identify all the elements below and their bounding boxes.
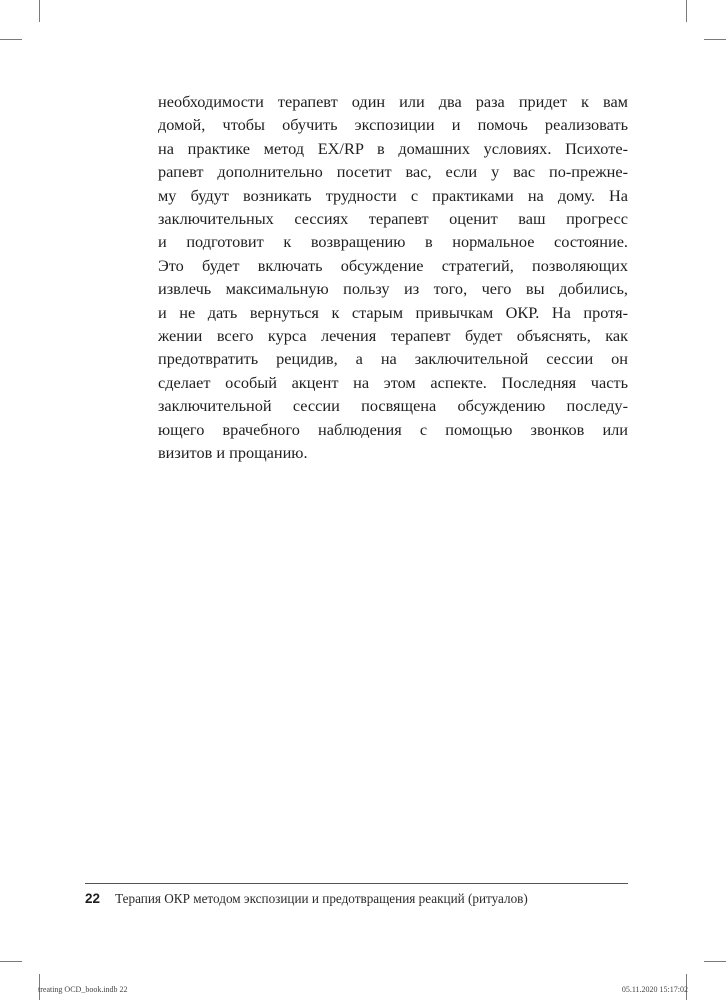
footer-rule [85,883,628,884]
text-line: на практике метод EX/RP в домашних условиях. Психоте- [158,138,628,158]
text-line: заключительной сессии посвящена обсуждению последу- [158,396,628,416]
crop-mark-left-upper [0,39,22,40]
text-line: необходимости терапевт один или два раза придет к вам [158,92,628,111]
text-line: и не дать вернуться к старым привычкам ОКР. На протя- [158,302,628,322]
text-line: визитов и прощанию. [158,443,308,463]
text-line: сделает особый акцент на этом аспекте. Последняя часть [158,372,628,392]
crop-mark-top-right [686,0,687,22]
crop-mark-top-left [39,0,40,22]
text-line: жении всего курса лечения терапевт будет объяснять, как [158,326,628,346]
text-line: извлечь максимальную пользу из того, чего вы добились, [158,279,628,299]
crop-mark-right-lower [704,961,726,962]
print-slug-file: treating OCD_book.indb 22 [38,985,128,994]
page-footer [85,888,645,907]
text-line: рапевт дополнительно посетит вас, если у вас по-прежне- [158,162,628,182]
text-line: и подготовит к возвращению в нормальное состояние. [158,232,628,252]
text-line: предотвратить рецидив, а на заключительной сессии он [158,349,628,369]
text-line: заключительных сессиях терапевт оценит ваш прогресс [158,209,628,229]
running-title: Терапия ОКР методом экспозиции и предотвращения реакций (ритуалов) [115,891,528,906]
print-slug-datetime: 05.11.2020 15:17:02 [621,985,688,994]
text-line: ющего врачебного наблюдения с помощью звонков или [158,419,628,439]
crop-mark-right-upper [704,39,726,40]
text-line: домой, чтобы обучить экспозиции и помочь реализовать [158,115,628,135]
body-paragraph [158,90,628,465]
crop-mark-left-lower [0,961,22,962]
text-line: му будут возникать трудности с практиками на дому. На [158,185,628,205]
page-number: 22 [85,891,101,906]
text-line: Это будет включать обсуждение стратегий, позволяющих [158,255,628,275]
